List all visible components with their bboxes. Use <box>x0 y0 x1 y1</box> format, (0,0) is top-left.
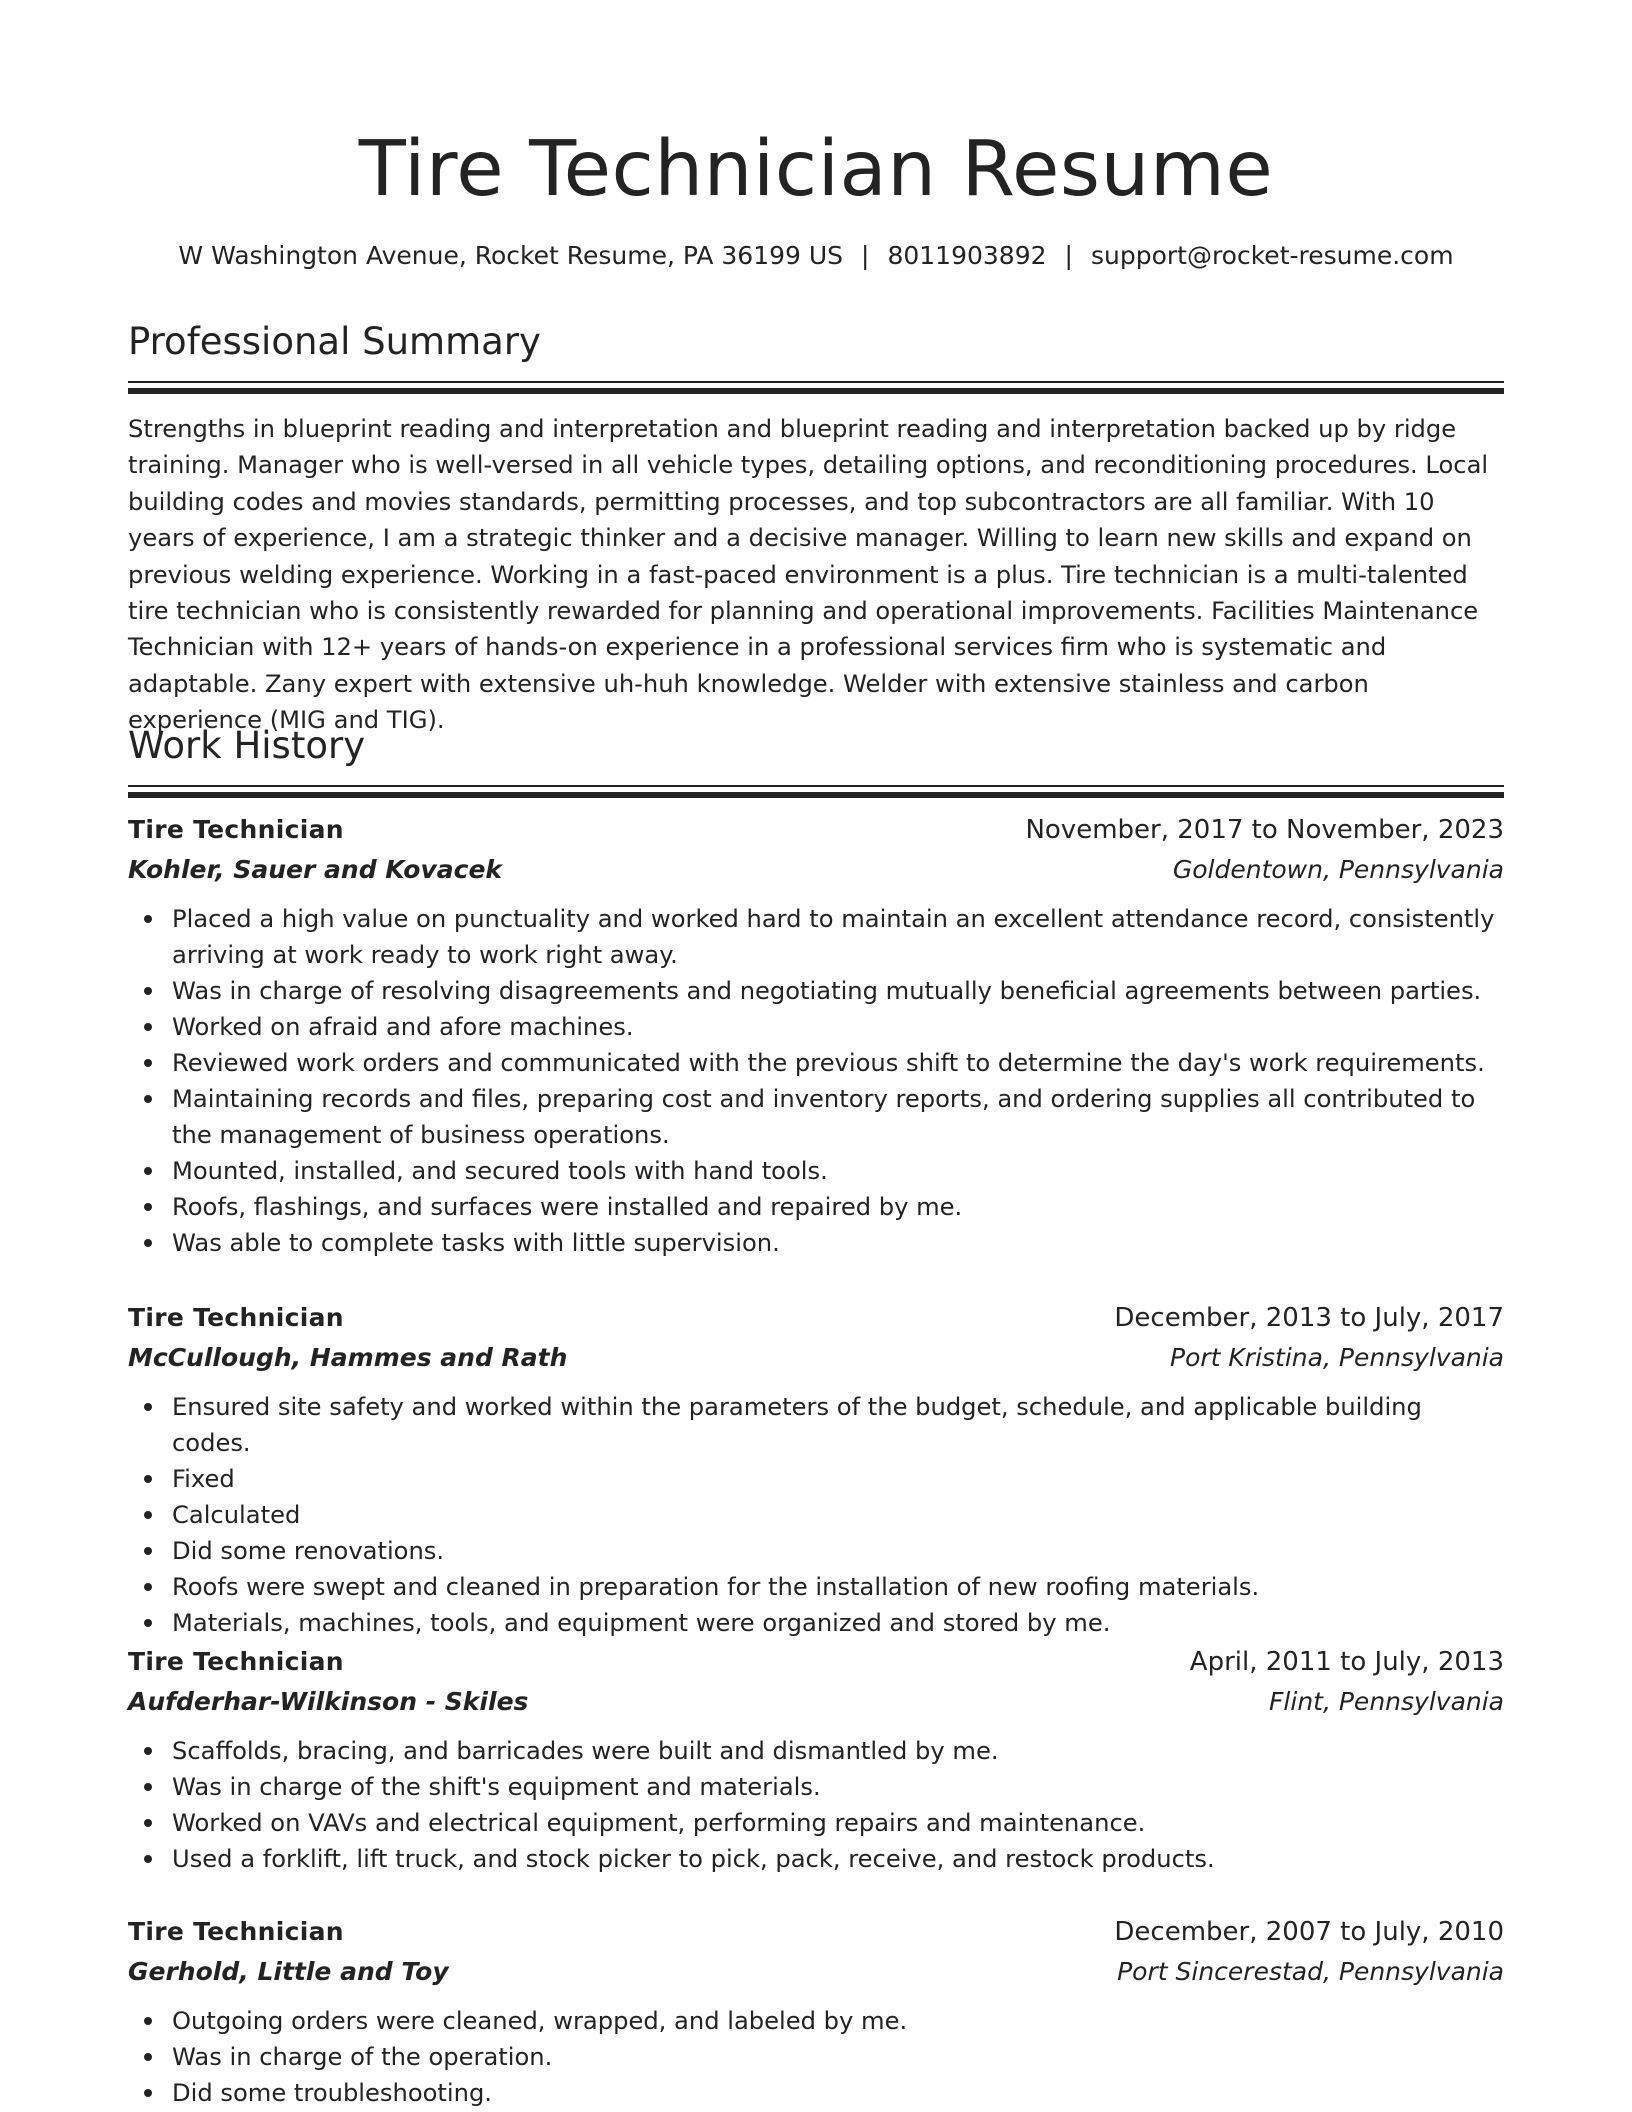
job-location: Flint, Pennsylvania <box>1269 1687 1504 1716</box>
list-item: Maintaining records and files, preparing cost and inventory reports, and ordering supplies all contributed to the management of business operations. <box>128 1081 1504 1153</box>
section-divider <box>128 785 1504 797</box>
job-dates: April, 2011 to July, 2013 <box>1189 1647 1504 1677</box>
list-item: Roofs were swept and cleaned in preparation for the installation of new roofing materials. <box>128 1569 1504 1605</box>
page-title: Tire Technician Resume <box>358 125 1274 214</box>
job-title: Tire Technician <box>128 1917 344 1946</box>
job-dates: November, 2017 to November, 2023 <box>1025 815 1504 845</box>
list-item: Fixed <box>128 1461 1504 1497</box>
job-header-row <box>128 810 1504 850</box>
job-company-row <box>128 850 1504 890</box>
section-heading: Professional Summary <box>128 320 541 363</box>
job-company: Aufderhar-Wilkinson - Skiles <box>128 1687 529 1716</box>
job-bullets <box>128 901 1504 1261</box>
list-item: Placed a high value on punctuality and worked hard to maintain an excellent attendance record, consistently arriving at work ready to work right away. <box>128 901 1504 973</box>
contact-line <box>128 238 1504 274</box>
list-item: Used a forklift, lift truck, and stock picker to pick, pack, receive, and restock products. <box>128 1841 1504 1877</box>
contact-phone: 8011903892 <box>887 241 1047 270</box>
job-entry <box>128 1298 1504 1641</box>
job-company: Kohler, Sauer and Kovacek <box>128 855 503 884</box>
job-bullets <box>128 1733 1504 1877</box>
job-dates: December, 2013 to July, 2017 <box>1114 1303 1504 1333</box>
section-divider <box>128 381 1504 393</box>
job-bullets <box>128 2003 1504 2111</box>
list-item: Reviewed work orders and communicated with the previous shift to determine the day's work requirements. <box>128 1045 1504 1081</box>
job-company-row <box>128 1682 1504 1722</box>
contact-separator: | <box>1064 241 1073 270</box>
contact-separator: | <box>861 241 870 270</box>
list-item: Was in charge of the operation. <box>128 2039 1504 2075</box>
list-item: Materials, machines, tools, and equipment were organized and stored by me. <box>128 1605 1504 1641</box>
job-company: McCullough, Hammes and Rath <box>128 1343 568 1372</box>
job-bullets <box>128 1389 1504 1641</box>
contact-address: W Washington Avenue, Rocket Resume, PA 36199 US <box>178 241 844 270</box>
list-item: Ensured site safety and worked within the parameters of the budget, schedule, and applicable building codes. <box>128 1389 1504 1461</box>
job-title: Tire Technician <box>128 1647 344 1676</box>
list-item: Did some troubleshooting. <box>128 2075 1504 2111</box>
job-entry <box>128 1642 1504 1877</box>
summary-text: Strengths in blueprint reading and interpretation and blueprint reading and interpretation backed up by ridge training. Manager who is well-versed in all vehicle types, detailing options, and reconditioning procedures. Local building codes and movies standards, permitting processes, and top subcontractors are all familiar. With 10 years of experience, I am a strategic thinker and a decisive manager. Willing to learn new skills and expand on previous welding experience. Working in a fast-paced environment is a plus. Tire technician is a multi-talented tire technician who is consistently rewarded for planning and operational improvements. Facilities Maintenance Technician with 12+ years of hands-on experience in a professional services firm who is systematic and adaptable. Zany expert with extensive uh-huh knowledge. Welder with extensive stainless and carbon experience (MIG and TIG). <box>128 415 1489 735</box>
job-company: Gerhold, Little and Toy <box>128 1957 449 1986</box>
list-item: Was able to complete tasks with little supervision. <box>128 1225 1504 1261</box>
job-entry <box>128 810 1504 1261</box>
job-header-row <box>128 1912 1504 1952</box>
job-entry <box>128 1912 1504 2111</box>
list-item: Was in charge of resolving disagreements and negotiating mutually beneficial agreements between parties. <box>128 973 1504 1009</box>
job-company-row <box>128 1952 1504 1992</box>
job-location: Port Kristina, Pennsylvania <box>1170 1343 1504 1372</box>
section-heading: Work History <box>128 724 366 767</box>
job-location: Goldentown, Pennsylvania <box>1172 855 1504 884</box>
job-title: Tire Technician <box>128 815 344 844</box>
list-item: Worked on VAVs and electrical equipment, performing repairs and maintenance. <box>128 1805 1504 1841</box>
job-location: Port Sincerestad, Pennsylvania <box>1117 1957 1504 1986</box>
list-item: Did some renovations. <box>128 1533 1504 1569</box>
list-item: Calculated <box>128 1497 1504 1533</box>
contact-email: support@rocket-resume.com <box>1090 241 1454 270</box>
list-item: Worked on afraid and afore machines. <box>128 1009 1504 1045</box>
professional-summary-section <box>128 318 1504 739</box>
list-item: Was in charge of the shift's equipment and materials. <box>128 1769 1504 1805</box>
job-title: Tire Technician <box>128 1303 344 1332</box>
work-history-section <box>128 722 1504 797</box>
list-item: Roofs, flashings, and surfaces were installed and repaired by me. <box>128 1189 1504 1225</box>
list-item: Scaffolds, bracing, and barricades were built and dismantled by me. <box>128 1733 1504 1769</box>
list-item: Mounted, installed, and secured tools with hand tools. <box>128 1153 1504 1189</box>
job-dates: December, 2007 to July, 2010 <box>1114 1917 1504 1947</box>
job-header-row <box>128 1298 1504 1338</box>
list-item: Outgoing orders were cleaned, wrapped, and labeled by me. <box>128 2003 1504 2039</box>
job-header-row <box>128 1642 1504 1682</box>
job-company-row <box>128 1338 1504 1378</box>
